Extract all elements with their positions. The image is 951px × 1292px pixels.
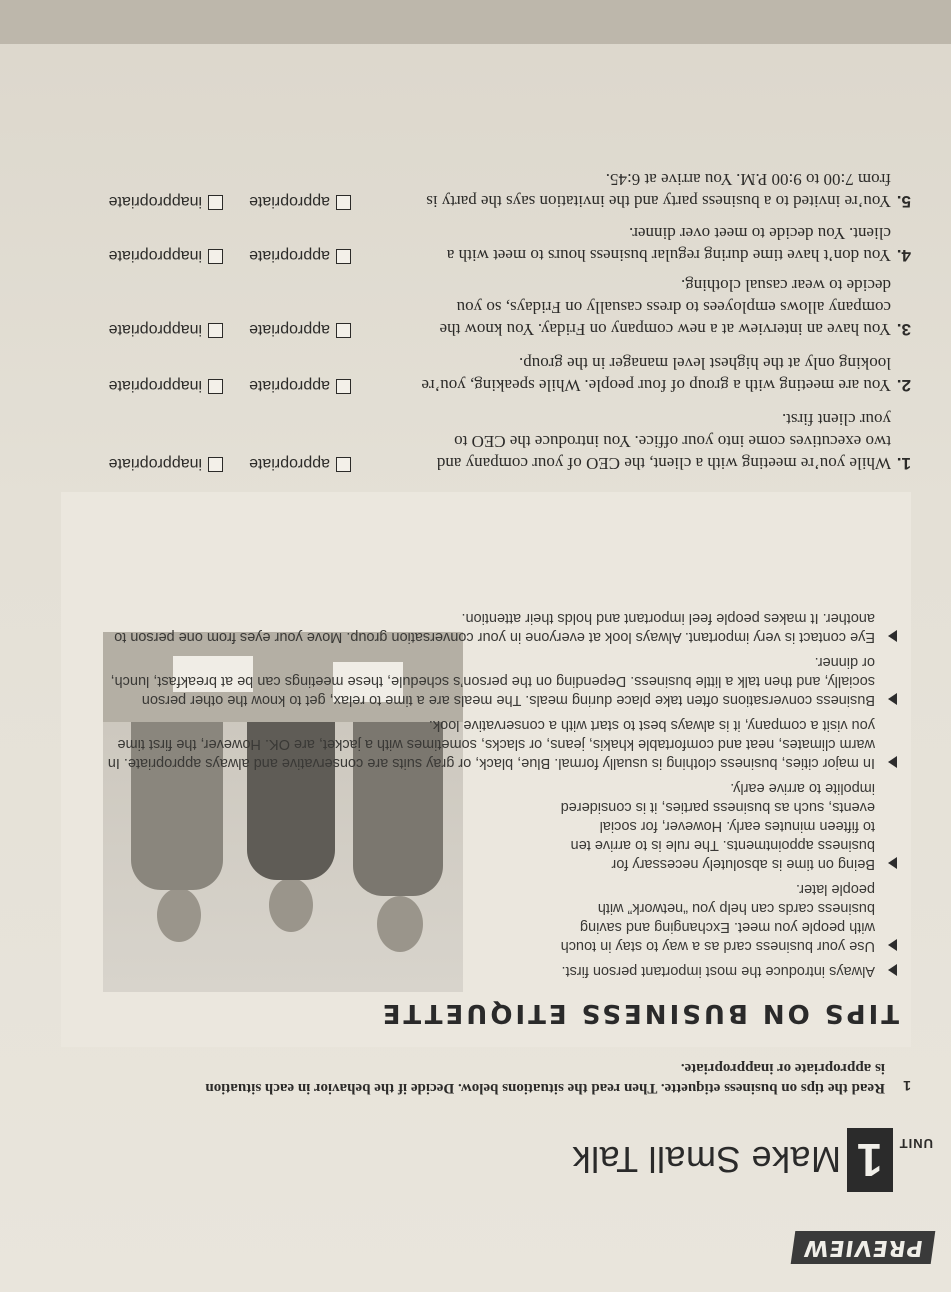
tip-text: Always introduce the most important person first. xyxy=(561,963,875,979)
tip-item xyxy=(555,778,899,873)
checkbox-icon[interactable] xyxy=(336,379,351,394)
situation-number: 2. xyxy=(896,376,911,395)
inappropriate-option[interactable]: inappropriate xyxy=(109,452,223,474)
tip-item xyxy=(104,608,899,646)
unit-label: UNIT xyxy=(898,1136,933,1151)
tips-title: TIPS ON BUSINESS ETIQUETTE xyxy=(379,998,899,1028)
checkbox-icon[interactable] xyxy=(208,323,223,338)
checkbox-icon[interactable] xyxy=(208,457,223,472)
bullet-triangle-icon xyxy=(888,939,897,951)
checkbox-icon[interactable] xyxy=(336,249,351,264)
unit-title: Make Small Talk xyxy=(572,1139,841,1180)
bullet-triangle-icon xyxy=(888,964,897,976)
checkbox-icon[interactable] xyxy=(208,195,223,210)
situation-text: You are meeting with a group of four people. While speaking, you’re looking only at the highest level manager in the group. xyxy=(421,354,891,395)
answer-choices xyxy=(41,318,351,340)
situation-text: You don’t have time during regular business hours to meet with a client. You decide to meet over dinner. xyxy=(446,224,891,265)
situation-text: You’re invited to a business party and the invitation says the party is from 7:00 to 9:00 P.M. You arrive at 6:45. xyxy=(426,170,891,211)
answer-choices xyxy=(41,190,351,212)
exercise-number: 1 xyxy=(903,1078,911,1094)
appropriate-option[interactable]: appropriate xyxy=(249,318,351,340)
appropriate-option[interactable]: appropriate xyxy=(249,374,351,396)
tip-text: Business conversations often take place during meals. The meals are a time to relax, get to know the other person socially, and then talk a little business. Depending on the person’s schedule, these meetings can be at breakfast, lunch, or dinner. xyxy=(110,654,875,708)
situation-text: While you’re meeting with a client, the CEO of your company and two executives come into your office. You introduce the CEO to your client first. xyxy=(436,410,891,473)
checkbox-icon[interactable] xyxy=(208,379,223,394)
situation-number: 3. xyxy=(896,320,911,339)
inappropriate-option[interactable]: inappropriate xyxy=(109,318,223,340)
situation-number: 5. xyxy=(896,192,911,211)
preview-badge: PREVIEW xyxy=(791,1231,935,1264)
situation-number: 4. xyxy=(896,246,911,265)
inappropriate-option[interactable]: inappropriate xyxy=(109,374,223,396)
answer-choices xyxy=(41,244,351,266)
bullet-triangle-icon xyxy=(888,756,897,768)
exercise-instruction: Read the tips on business etiquette. Then read the situations below. Decide if the behavior in each situation is appropriate or inappropriate. xyxy=(205,1060,885,1096)
answer-choices xyxy=(41,452,351,474)
answer-choices xyxy=(41,374,351,396)
tip-item xyxy=(104,715,899,772)
tip-text: Eye contact is very important. Always look at everyone in your conversation group. Move your eyes from one person to another. It makes people feel important and holds their attention. xyxy=(114,610,875,645)
bullet-triangle-icon xyxy=(888,693,897,705)
unit-marker xyxy=(847,1128,933,1192)
appropriate-option[interactable]: appropriate xyxy=(249,244,351,266)
appropriate-option[interactable]: appropriate xyxy=(249,452,351,474)
tip-text: Use your business card as a way to stay in touch with people you meet. Exchanging and saving business cards can help you “network” with people later. xyxy=(560,881,875,954)
checkbox-icon[interactable] xyxy=(336,323,351,338)
checkbox-icon[interactable] xyxy=(336,457,351,472)
tip-item xyxy=(555,879,899,955)
checkbox-icon[interactable] xyxy=(336,195,351,210)
situation-text: You have an interview at a new company on Friday. You know the company allows employees to dress casually on Fridays, so you decide to wear casual clothing. xyxy=(439,276,891,339)
tip-item xyxy=(104,652,899,709)
checkbox-icon[interactable] xyxy=(208,249,223,264)
tip-text: Being on time is absolutely necessary for business appointments. The rule is to arrive ten to fifteen minutes early. However, for social events, such as business parties, it is considered impolite to arrive early. xyxy=(560,780,875,872)
inappropriate-option[interactable]: inappropriate xyxy=(109,244,223,266)
bullet-triangle-icon xyxy=(888,857,897,869)
bullet-triangle-icon xyxy=(888,630,897,642)
page-shadow-edge xyxy=(0,0,951,44)
situation-number: 1. xyxy=(896,454,911,473)
unit-number: 1 xyxy=(847,1128,893,1192)
inappropriate-option[interactable]: inappropriate xyxy=(109,190,223,212)
appropriate-option[interactable]: appropriate xyxy=(249,190,351,212)
tip-text: In major cities, business clothing is usually formal. Blue, black, or gray suits are conservative and always appropriate. In warm climates, neat and comfortable khakis, jeans, or slacks, sometimes with a jacket, are OK. However, the first time you visit a company, it is always best to start with a conservative look. xyxy=(107,717,875,771)
tips-list xyxy=(104,602,899,980)
tip-item xyxy=(555,961,899,980)
